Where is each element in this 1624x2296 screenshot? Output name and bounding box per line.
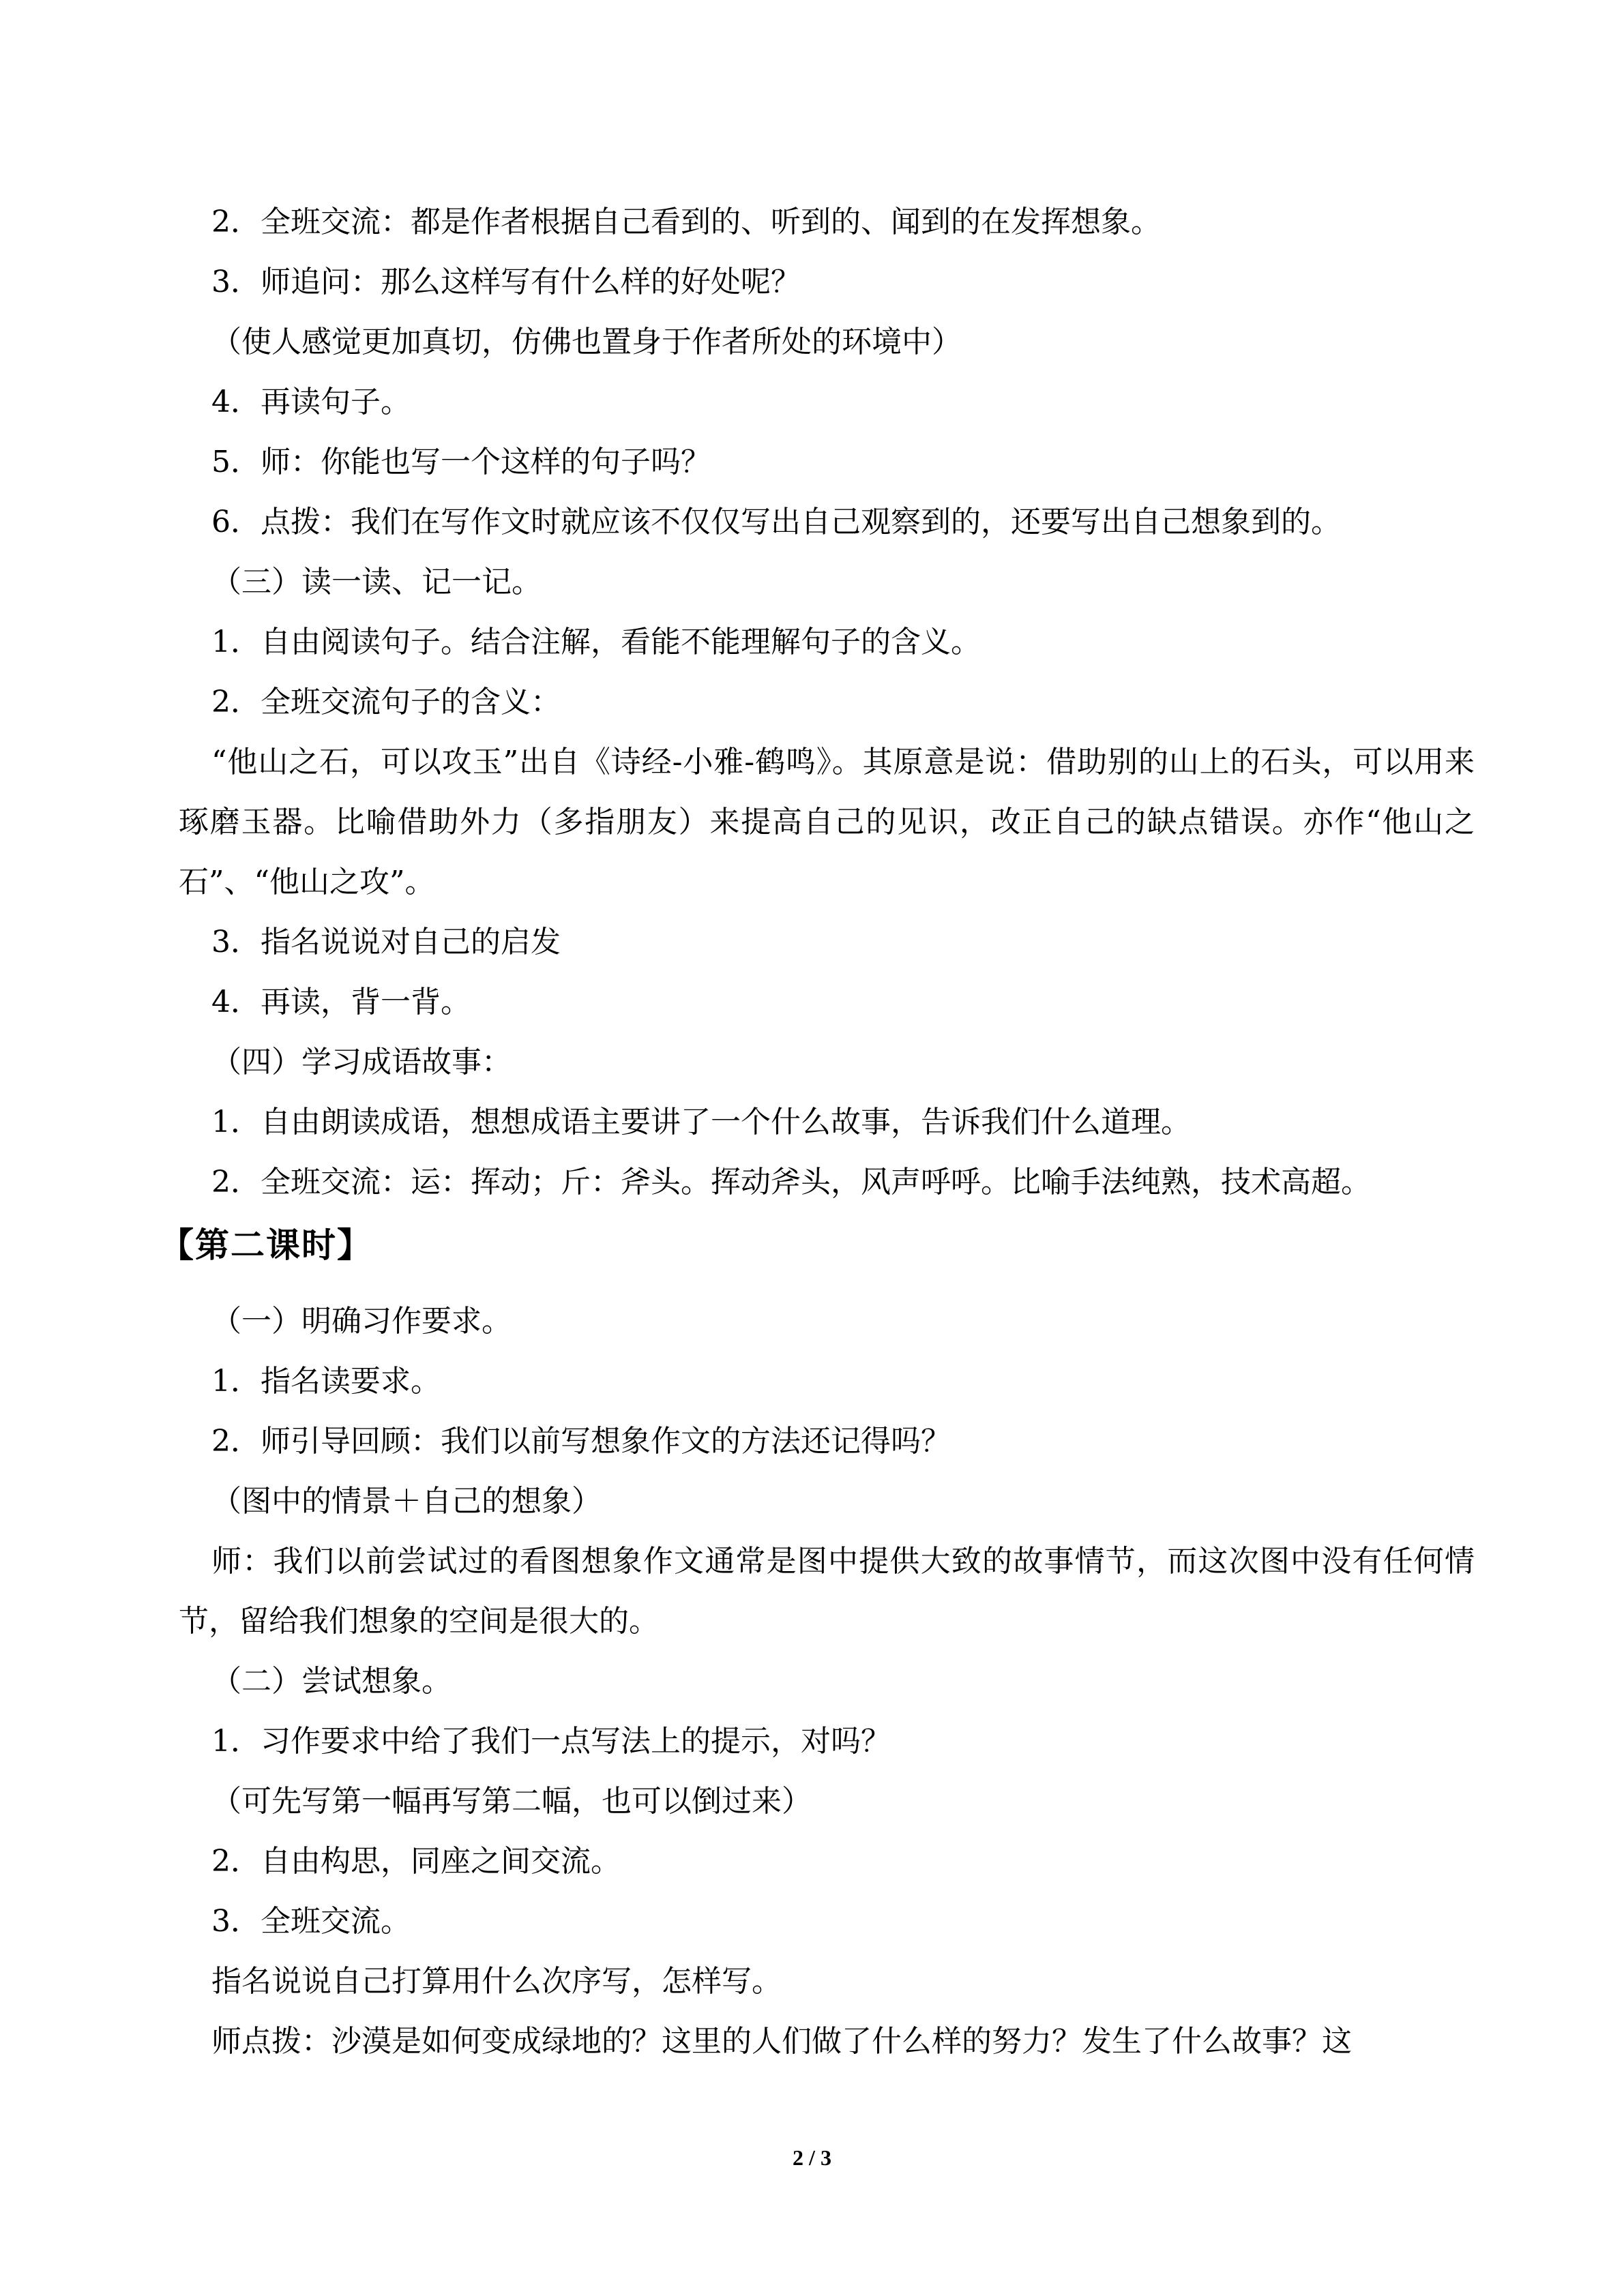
text-line: 2．全班交流：运：挥动；斤：斧头。挥动斧头，风声呼呼。比喻手法纯熟，技术高超。: [211, 1165, 1371, 1199]
text-line: 指名说说自己打算用什么次序写，怎样写。: [211, 1964, 782, 1999]
text-line: 6．点拨：我们在写作文时就应该不仅仅写出自己观察到的，还要写出自己想象到的。: [211, 505, 1341, 539]
text-line: （一）明确习作要求。: [211, 1304, 512, 1339]
text-line: 4．再读句子。: [211, 385, 411, 419]
paragraph-quote-explanation: “他山之石，可以攻玉”出自《诗经-小雅-鹤鸣》。其原意是说：借助别的山上的石头，可以用来琢磨玉器。比喻借助外力（多指朋友）来提高自己的见识，改正自己的缺点错误。亦作“他山之石”、“他山之攻”。: [179, 745, 1475, 899]
text-line: 2．师引导回顾：我们以前写想象作文的方法还记得吗？: [211, 1424, 951, 1459]
text-line: 5．师：你能也写一个这样的句子吗？: [211, 445, 711, 479]
text-line: 1．自由朗读成语，想想成语主要讲了一个什么故事，告诉我们什么道理。: [211, 1105, 1191, 1139]
text-line: 2．全班交流句子的含义：: [211, 685, 561, 719]
page-number: 2 / 3: [793, 2145, 831, 2170]
text-line: 1．指名读要求。: [211, 1364, 441, 1399]
text-line: 2．全班交流：都是作者根据自己看到的、听到的、闻到的在发挥想象。: [211, 205, 1161, 239]
paragraph-teacher-remark: 师：我们以前尝试过的看图想象作文通常是图中提供大致的故事情节，而这次图中没有任何情节，留给我们想象的空间是很大的。: [179, 1544, 1475, 1639]
text-line: 1．自由阅读句子。结合注解，看能不能理解句子的含义。: [211, 625, 981, 659]
section-heading: 【第二课时】: [160, 1225, 372, 1265]
text-line: 师点拨：沙漠是如何变成绿地的？这里的人们做了什么样的努力？发生了什么故事？这: [211, 2024, 1352, 2059]
text-line: 1．习作要求中给了我们一点写法上的提示，对吗？: [211, 1724, 891, 1759]
text-line: 2．自由构思，同座之间交流。: [211, 1844, 621, 1879]
text-line: （四）学习成语故事：: [211, 1045, 512, 1079]
text-line: 3．指名说说对自己的启发: [211, 925, 561, 959]
text-line: （使人感觉更加真切，仿佛也置身于作者所处的环境中）: [211, 325, 962, 359]
page-content: [160, 205, 1475, 2084]
text-line: （图中的情景＋自己的想象）: [211, 1484, 602, 1519]
text-line: （三）读一读、记一记。: [211, 565, 542, 599]
text-line: 3．师追问：那么这样写有什么样的好处呢？: [211, 265, 801, 299]
text-line: 3．全班交流。: [211, 1904, 411, 1939]
text-line: （二）尝试想象。: [211, 1664, 452, 1699]
text-line: 4．再读，背一背。: [211, 985, 471, 1019]
text-line: （可先写第一幅再写第二幅，也可以倒过来）: [211, 1784, 812, 1819]
